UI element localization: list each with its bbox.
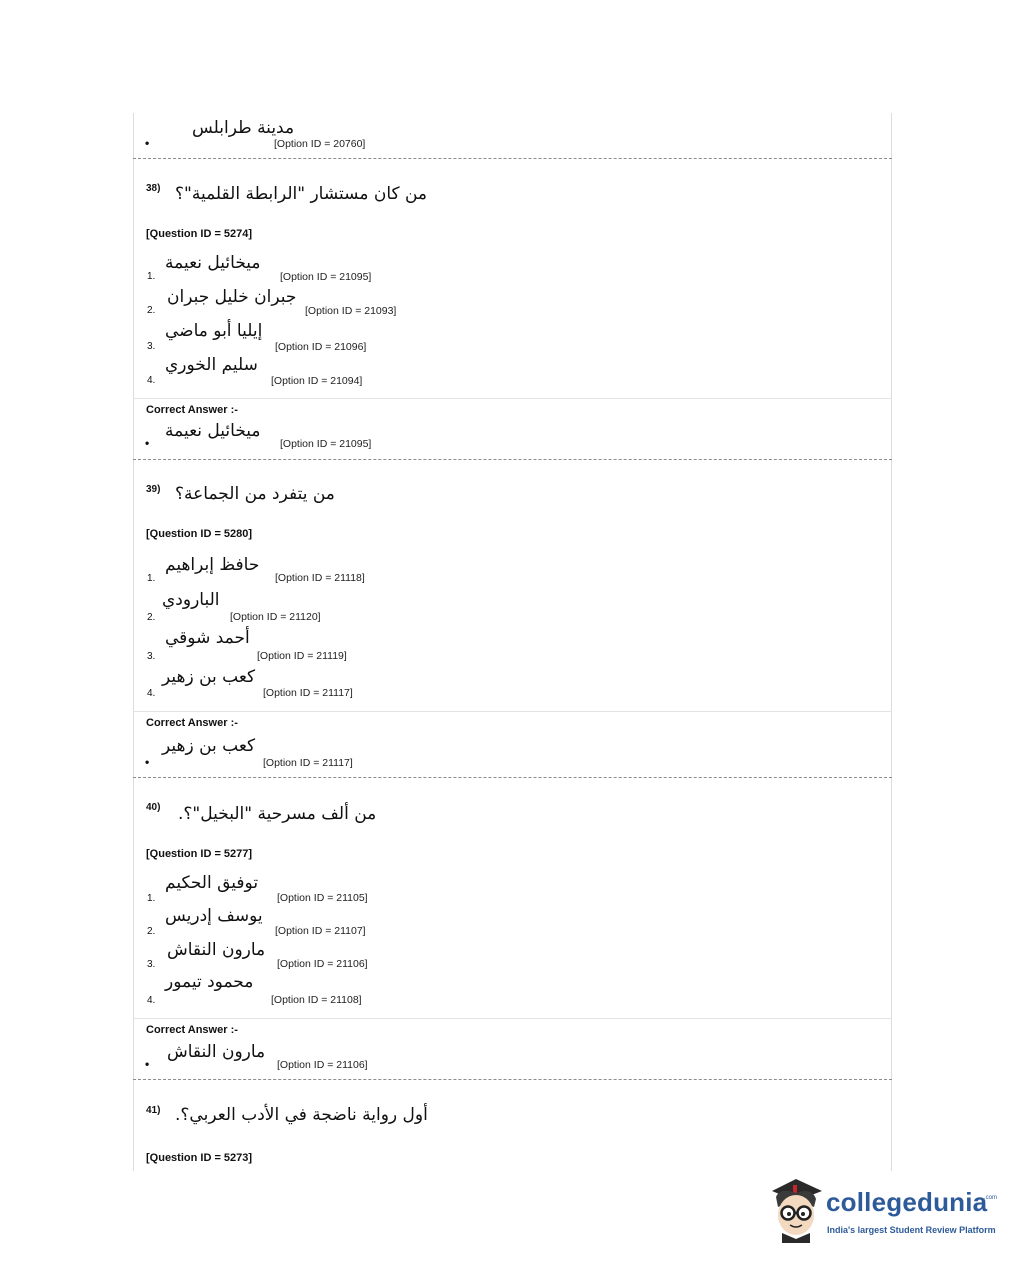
option-number: 2. [147,305,156,316]
question-text: من ألف مسرحية "البخيل"؟. [178,804,377,824]
option-id: [Option ID = 21106] [277,958,368,970]
option-text: كعب بن زهير [162,667,256,687]
option-id: [Option ID = 21095] [280,438,372,450]
option-id: [Option ID = 21117] [263,757,353,769]
option-text: توفيق الحكيم [165,873,259,893]
option-id: [Option ID = 21108] [271,994,362,1006]
option-number: 3. [147,651,156,662]
bullet: • [145,136,150,150]
option-number: 1. [147,271,156,282]
option-number: 3. [147,341,156,352]
option-number: 4. [147,375,156,386]
logo-wordmark: collegedunia [826,1187,988,1217]
option-number: 2. [147,612,156,623]
option-text: يوسف إدريس [165,906,263,926]
option-text: مارون النقاش [167,940,266,960]
logo-tagline: India's largest Student Review Platform [827,1225,996,1235]
divider [133,777,892,778]
correct-answer-label: Correct Answer :- [146,404,238,416]
option-number: 2. [147,926,156,937]
correct-answer-label: Correct Answer :- [146,717,238,729]
option-text: حافظ إبراهيم [165,555,260,575]
option-id: [Option ID = 20760] [274,138,366,150]
question-id: [Question ID = 5280] [146,528,253,540]
option-number: 4. [147,995,156,1006]
option-text: سليم الخوري [165,355,258,375]
bullet: • [145,436,150,450]
option-text: ميخائيل نعيمة [165,253,261,273]
option-text: إيليا أبو ماضي [165,321,263,341]
option-number: 1. [147,893,156,904]
question-text: أول رواية ناضجة في الأدب العربي؟. [175,1105,428,1125]
logo-domain: .com [984,1195,998,1201]
correct-answer-text: ميخائيل نعيمة [165,421,261,441]
question-text: من يتفرد من الجماعة؟ [175,484,335,504]
question-text: من كان مستشار "الرابطة القلمية"؟ [175,184,428,204]
bullet: • [145,755,150,769]
bullet: • [145,1057,150,1071]
option-text: جبران خليل جبران [167,287,297,307]
question-number: 39) [146,484,161,495]
option-id: [Option ID = 21107] [275,925,366,937]
option-id: [Option ID = 21120] [230,611,321,623]
option-text: أحمد شوقي [165,628,250,648]
option-number: 3. [147,959,156,970]
divider [133,1018,892,1019]
option-id: [Option ID = 21094] [271,375,363,387]
option-text: مدينة طرابلس [192,118,295,138]
question-number: 41) [146,1105,161,1116]
option-id: [Option ID = 21096] [275,341,367,353]
collegedunia-logo [766,1177,996,1247]
option-id: [Option ID = 21105] [277,892,368,904]
question-id: [Question ID = 5277] [146,848,253,860]
option-id: [Option ID = 21095] [280,271,372,283]
divider [133,459,892,460]
divider [133,158,892,159]
divider [133,711,892,712]
question-id: [Question ID = 5274] [146,228,253,240]
option-id: [Option ID = 21117] [263,687,353,699]
correct-answer-text: كعب بن زهير [162,736,256,756]
question-number: 38) [146,183,161,194]
option-id: [Option ID = 21106] [277,1059,368,1071]
question-number: 40) [146,802,161,813]
correct-answer-text: مارون النقاش [167,1042,266,1062]
option-number: 1. [147,573,156,584]
divider [133,398,892,399]
option-id: [Option ID = 21118] [275,572,365,584]
option-number: 4. [147,688,156,699]
option-id: [Option ID = 21093] [305,305,397,317]
question-id: [Question ID = 5273] [146,1152,253,1164]
divider [133,1079,892,1080]
mascot-icon [766,1177,824,1243]
correct-answer-label: Correct Answer :- [146,1024,238,1036]
option-text: محمود تيمور [165,972,254,992]
option-id: [Option ID = 21119] [257,650,347,662]
option-text: البارودي [162,590,220,610]
